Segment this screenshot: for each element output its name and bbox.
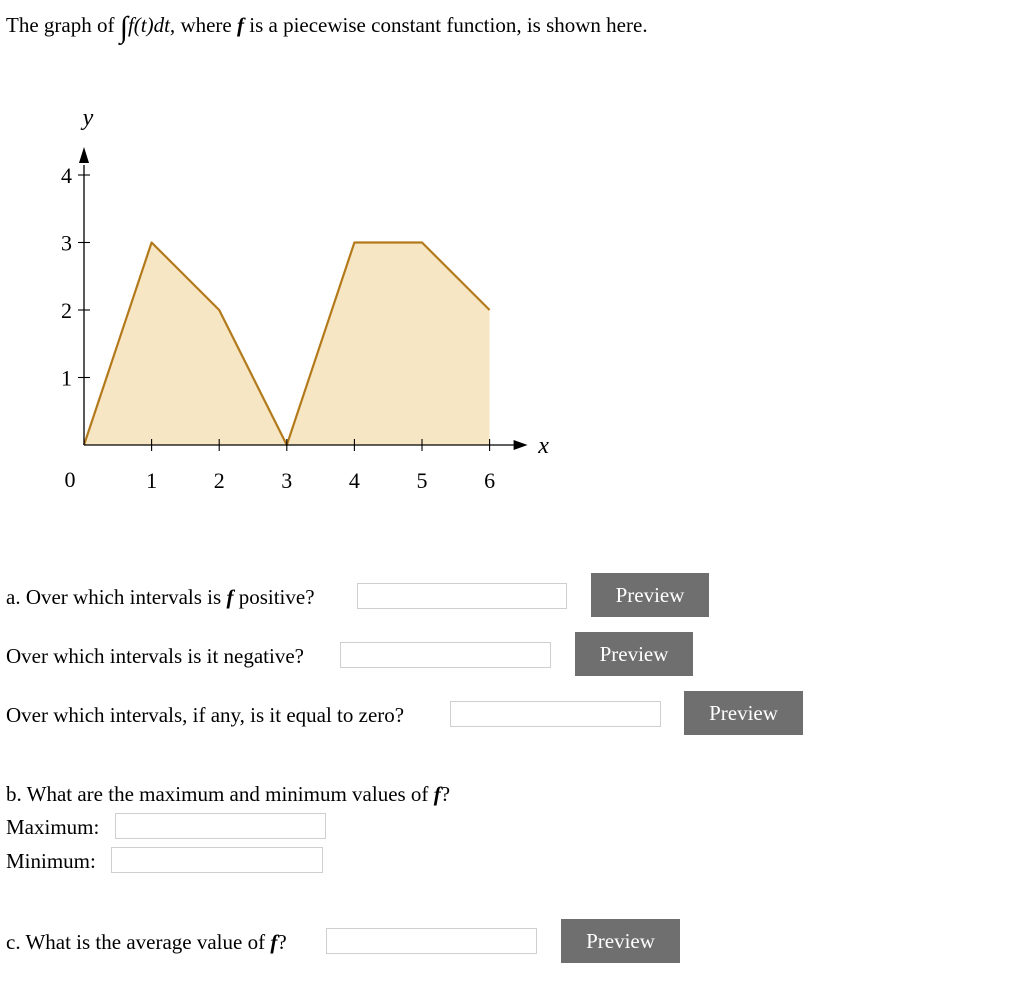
question-b — [6, 781, 450, 807]
x-tick-label-4: 4 — [348, 468, 360, 493]
y-tick-label-1: 1 — [61, 365, 72, 391]
question-c-prefix: c. What is the average value of — [6, 930, 271, 954]
x-tick-label-1: 1 — [146, 468, 158, 493]
preview-button-zero[interactable]: Preview — [684, 691, 803, 735]
preview-button-positive[interactable]: Preview — [591, 573, 709, 617]
intro-middle: where — [175, 13, 237, 37]
preview-button-average[interactable]: Preview — [561, 919, 680, 963]
y-tick-label-2: 2 — [61, 298, 72, 323]
x-axis-label: x — [538, 433, 549, 459]
y-tick-label-3: 3 — [61, 230, 72, 256]
intro-before: The graph of — [6, 13, 120, 37]
question-a-positive — [6, 584, 315, 610]
positive-intervals-input[interactable] — [357, 583, 567, 609]
x-tick-label-5: 5 — [416, 468, 428, 493]
average-value-input[interactable] — [326, 928, 537, 954]
question-a-f: f — [226, 585, 234, 609]
y-tick-label-4: 4 — [61, 163, 72, 188]
y-axis-label: y — [82, 105, 94, 131]
minimum-input[interactable] — [111, 847, 323, 873]
integrand: f(t)dt, — [127, 13, 176, 37]
integral-symbol: ∫ — [119, 11, 128, 44]
area-fill — [84, 243, 490, 446]
question-a-suffix: positive? — [233, 585, 315, 609]
origin-label: 0 — [64, 467, 76, 492]
question-c-suffix: ? — [277, 930, 287, 954]
question-b-prefix: b. What are the maximum and minimum values of — [6, 782, 434, 806]
intro-after: is a piecewise constant function, is shown here. — [244, 13, 648, 37]
maximum-input[interactable] — [115, 813, 326, 839]
question-a-zero: Over which intervals, if any, is it equal to zero? — [6, 703, 405, 727]
question-a-prefix: a. Over which intervals is — [6, 585, 227, 609]
intro-text — [6, 6, 648, 44]
x-tick-label-3: 3 — [281, 468, 293, 493]
question-c-f: f — [270, 930, 278, 954]
integral-graph — [0, 90, 580, 510]
question-c — [6, 929, 287, 955]
zero-intervals-input[interactable] — [450, 701, 661, 727]
question-b-suffix: ? — [440, 782, 451, 806]
x-tick-label-2: 2 — [213, 468, 225, 493]
x-axis-arrow — [514, 440, 528, 450]
x-tick-label-6: 6 — [484, 468, 496, 493]
question-a-negative: Over which intervals is it negative? — [6, 644, 304, 668]
maximum-label: Maximum: — [6, 815, 100, 839]
minimum-label: Minimum: — [6, 849, 96, 873]
y-axis-arrow — [79, 147, 89, 163]
intro-f: f — [237, 13, 244, 37]
question-b-f: f — [433, 782, 441, 806]
preview-button-negative[interactable]: Preview — [575, 632, 693, 676]
negative-intervals-input[interactable] — [340, 642, 551, 668]
